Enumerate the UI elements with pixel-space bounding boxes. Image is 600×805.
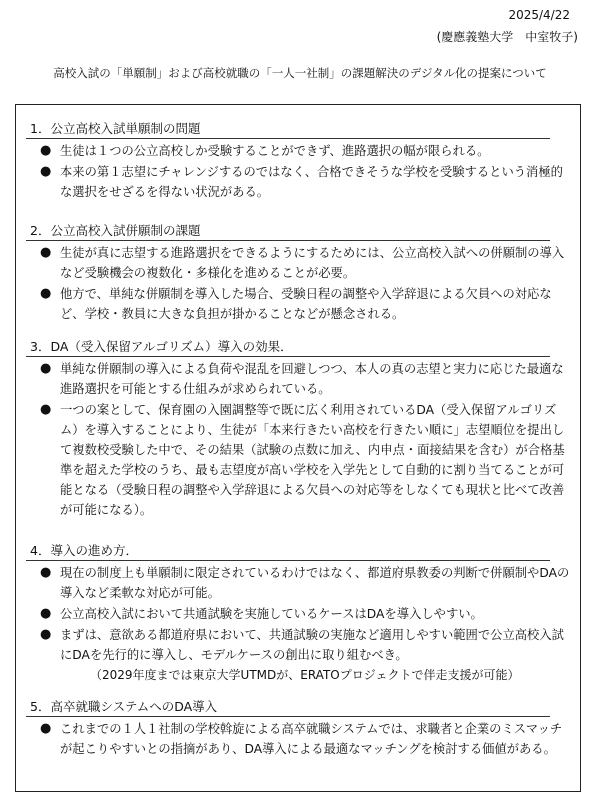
bullet-icon: ● <box>40 286 52 301</box>
bullet-item <box>26 604 570 624</box>
bullet-text: 生徒が真に志望する進路選択をできるようにするためには、公立高校入試への併願制の導入など受験機会の複数化・多様化を進めることが必要。 <box>60 246 565 280</box>
section-5 <box>26 697 570 759</box>
bullet-text: これまでの１人１社制の学校斡旋による高卒就職システムでは、求職者と企業のミスマッチが起こりやすいとの指摘があり、DA導入による最適なマッチングを検討する価値がある。 <box>60 722 563 756</box>
section-1 <box>26 119 570 202</box>
bullet-icon: ● <box>40 402 52 417</box>
section-heading: 2．公立高校入試併願制の課題 <box>26 221 550 241</box>
bullet-item <box>26 162 570 202</box>
bullet-item <box>26 359 570 399</box>
bullet-icon: ● <box>40 627 52 642</box>
section-4 <box>26 541 570 685</box>
document-author: (慶應義塾大学 中室牧子) <box>436 30 578 44</box>
bullet-item <box>26 400 570 520</box>
content-box <box>15 104 581 792</box>
section-3 <box>26 337 570 520</box>
bullet-icon: ● <box>40 721 52 736</box>
bullet-item <box>26 284 570 324</box>
section-heading: 5．高卒就職システムへのDA導入 <box>26 697 550 717</box>
bullet-icon: ● <box>40 245 52 260</box>
section-heading: 1．公立高校入試単願制の問題 <box>26 119 550 139</box>
bullet-item <box>26 243 570 283</box>
bullet-item <box>26 719 570 759</box>
bullet-text: 公立高校入試において共通試験を実施しているケースはDAを導入しやすい。 <box>60 607 483 621</box>
bullet-icon: ● <box>40 565 52 580</box>
support-note: （2029年度までは東京大学UTMDが、ERATOプロジェクトで伴走支援が可能） <box>90 668 520 682</box>
bullet-icon: ● <box>40 143 52 158</box>
bullet-item <box>26 625 570 665</box>
document-date: 2025/4/22 <box>508 8 570 22</box>
bullet-icon: ● <box>40 606 52 621</box>
bullet-text: 生徒は１つの公立高校しか受験することができず、進路選択の幅が限られる。 <box>60 144 490 158</box>
bullet-text: 一つの案として、保育園の入園調整等で既に広く利用されているDA（受入保留アルゴリズム）を導入することにより、生徒が「本来行きたい高校を行きたい順に」志望順位を提出して複数校受験した中で、その結果（試験の点数に加え、内申点・面接結果を含む）が合格基準を超えた学校のうち、最も志望度が高い学校を入学先として自動的に割り当てることが可能となる（受験日程の調整や入学辞退による欠員への対応等をしなくても現状と比べて改善が可能になる）。 <box>60 403 565 517</box>
section-heading: 4．導入の進め方． <box>26 541 550 561</box>
bullet-text: 現在の制度上も単願制に限定されているわけではなく、都道府県教委の判断で併願制やDAの導入など柔軟な対応が可能。 <box>60 566 570 600</box>
bullet-text: まずは、意欲ある都道府県において、共通試験の実施など適用しやすい範囲で公立高校入試にDAを先行的に導入し、モデルケースの創出に取り組むべき。 <box>60 628 564 662</box>
bullet-item <box>26 141 570 161</box>
bullet-item <box>26 563 570 603</box>
section-2 <box>26 221 570 324</box>
bullet-text: 単純な併願制の導入による負荷や混乱を回避しつつ、本人の真の志望と実力に応じた最適な進路選択を可能とする仕組みが求められている。 <box>60 362 564 396</box>
section-heading: 3．DA（受入保留アルゴリズム）導入の効果． <box>26 337 550 357</box>
bullet-icon: ● <box>40 361 52 376</box>
bullet-icon: ● <box>40 164 52 179</box>
bullet-text: 本来の第１志望にチャレンジするのではなく、合格できそうな学校を受験するという消極的な選択をせざるを得ない状況がある。 <box>60 165 563 199</box>
document-title: 高校入試の「単願制」および高校就職の「一人一社制」の課題解決のデジタル化の提案について <box>53 66 547 80</box>
bullet-text: 他方で、単純な併願制を導入した場合、受験日程の調整や入学辞退による欠員への対応など、学校・教員に大きな負担が掛かることなどが懸念される。 <box>60 287 552 321</box>
